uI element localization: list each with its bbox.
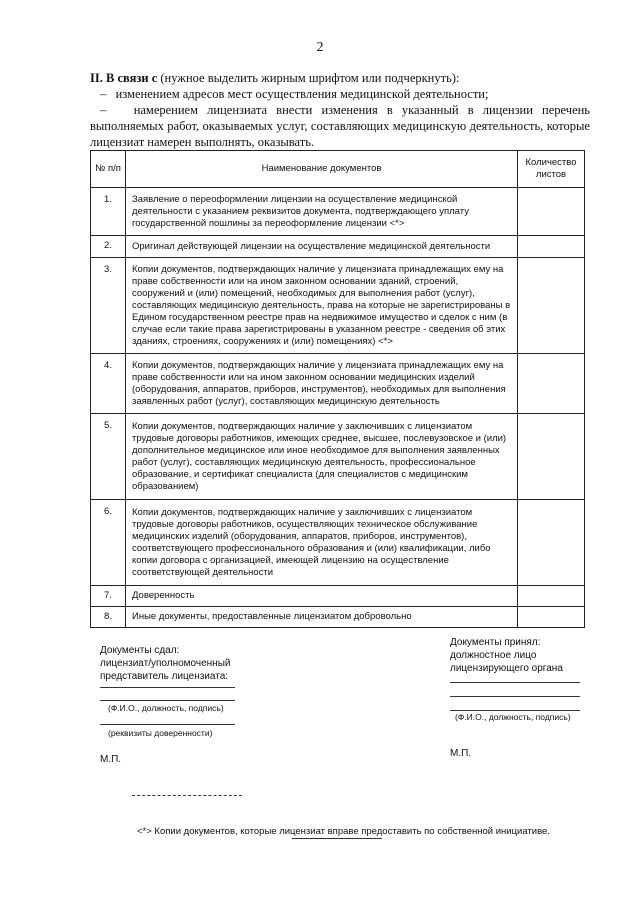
row-num: 5. bbox=[91, 414, 126, 500]
left-signature-line-2 bbox=[100, 700, 235, 701]
footnote-separator bbox=[132, 795, 242, 796]
left-role: лицензиат/уполномоченный bbox=[100, 658, 231, 669]
row-name: Копии документов, подтверждающих наличие у заключивших с лицензиатом трудовые договоры работников, осуществляющих техническое обслуживание медицинских изделий (оборудования, аппаратов, приборов, инструментов), соответствующего профессионального образования и (или) квалификации, либо копии договора с организацией, имеющей лицензию на осуществление соответствующей деятельности bbox=[126, 500, 518, 586]
header-num: № п/п bbox=[91, 151, 126, 188]
section-heading-bold: II. В связи с bbox=[90, 71, 158, 85]
row-qty bbox=[518, 258, 585, 354]
documents-table bbox=[90, 150, 585, 628]
row-name: Копии документов, подтверждающих наличие у лицензиата принадлежащих ему на праве собственности или на ином законном основании медицинских изделий (оборудования, аппаратов, приборов, инструментов), необходимых для выполнения заявленных работ (услуг), составляющих медицинскую деятельность bbox=[126, 354, 518, 414]
left-stamp-place: М.П. bbox=[100, 754, 122, 765]
row-qty bbox=[518, 236, 585, 258]
right-role2: лицензирующего органа bbox=[450, 663, 563, 674]
left-title: Документы сдал: bbox=[100, 645, 180, 656]
row-num: 3. bbox=[91, 258, 126, 354]
row-num: 2. bbox=[91, 236, 126, 258]
row-num: 1. bbox=[91, 188, 126, 236]
table-row bbox=[91, 354, 585, 414]
header-name: Наименование документов bbox=[126, 151, 518, 188]
section-item-1-text: изменением адресов мест осуществления медицинской деятельности; bbox=[115, 87, 489, 101]
row-qty bbox=[518, 586, 585, 607]
left-caption-1: (Ф.И.О., должность, подпись) bbox=[108, 703, 224, 713]
section-heading bbox=[90, 70, 590, 86]
row-num: 7. bbox=[91, 586, 126, 607]
section-ii bbox=[90, 70, 590, 150]
row-name: Доверенность bbox=[126, 586, 518, 607]
header-qty: Количество листов bbox=[518, 151, 585, 188]
row-qty bbox=[518, 354, 585, 414]
left-caption-2: (реквизиты доверенности) bbox=[108, 728, 213, 738]
bottom-line bbox=[292, 838, 382, 839]
row-qty bbox=[518, 188, 585, 236]
table-row bbox=[91, 607, 585, 628]
table-row bbox=[91, 586, 585, 607]
table-row bbox=[91, 236, 585, 258]
row-name: Заявление о переоформлении лицензии на осуществление медицинской деятельности с указанием реквизитов документа, подтверждающего уплату государственной пошлины за переоформление лицензии <*> bbox=[126, 188, 518, 236]
row-name: Копии документов, подтверждающих наличие у заключивших с лицензиатом трудовые договоры работников, имеющих среднее, высшее, послевузовское и (или) дополнительное медицинское или иное необходимое для выполнения заявленных работ (услуг), составляющих медицинскую деятельность, профессиональное образование, и сертификат специалиста (для специалистов с медицинским образованием) bbox=[126, 414, 518, 500]
row-name: Иные документы, предоставленные лицензиатом добровольно bbox=[126, 607, 518, 628]
page-number: 2 bbox=[316, 40, 324, 55]
row-qty bbox=[518, 414, 585, 500]
right-title: Документы принял: bbox=[450, 637, 541, 648]
right-stamp-place: М.П. bbox=[450, 748, 472, 759]
right-role: должностное лицо bbox=[450, 650, 537, 661]
right-signature-block bbox=[450, 636, 563, 675]
section-item-2-text: намерением лицензиата внести изменения в указанный в лицензии перечень выполняемых работ, оказываемых услуг, составляющих медицинскую деятельность, которые лицензиат намерен выполнять, оказывать. bbox=[90, 103, 591, 149]
row-name: Копии документов, подтверждающих наличие у лицензиата принадлежащих ему на праве собственности или на ином законном основании зданий, строений, сооружений и (или) помещений, необходимых для выполнения работ (услуг), составляющих медицинскую деятельность, права на которые не зарегистрированы в Едином государственном реестре прав на недвижимое имущество и сделок с ним (в случае если такие права зарегистрированы в указанном реестре - сведения об этих зданиях, строениях, сооружениях и (или) помещениях) <*> bbox=[126, 258, 518, 354]
section-item-2 bbox=[90, 102, 590, 150]
left-signature-line-1 bbox=[100, 687, 235, 688]
row-name: Оригинал действующей лицензии на осуществление медицинской деятельности bbox=[126, 236, 518, 258]
row-qty bbox=[518, 607, 585, 628]
section-item-1 bbox=[90, 86, 590, 102]
table-row bbox=[91, 500, 585, 586]
row-num: 6. bbox=[91, 500, 126, 586]
table-row bbox=[91, 258, 585, 354]
right-caption: (Ф.И.О., должность, подпись) bbox=[455, 712, 571, 722]
row-num: 8. bbox=[91, 607, 126, 628]
right-signature-line-3 bbox=[450, 710, 580, 711]
left-role2: представитель лицензиата: bbox=[100, 671, 229, 682]
table-row bbox=[91, 414, 585, 500]
dash-1: – bbox=[100, 87, 107, 101]
section-heading-note: (нужное выделить жирным шрифтом или подчеркнуть): bbox=[157, 71, 460, 85]
footnote: <*> Копии документов, которые лицензиат вправе предоставить по собственной инициативе. bbox=[137, 826, 550, 837]
row-qty bbox=[518, 500, 585, 586]
left-signature-block bbox=[100, 644, 230, 683]
row-num: 4. bbox=[91, 354, 126, 414]
left-signature-line-3 bbox=[100, 724, 235, 725]
right-signature-line-2 bbox=[450, 696, 580, 697]
table-row bbox=[91, 188, 585, 236]
right-signature-line-1 bbox=[450, 682, 580, 683]
dash-2: – bbox=[100, 103, 107, 117]
table-header-row bbox=[91, 151, 585, 188]
